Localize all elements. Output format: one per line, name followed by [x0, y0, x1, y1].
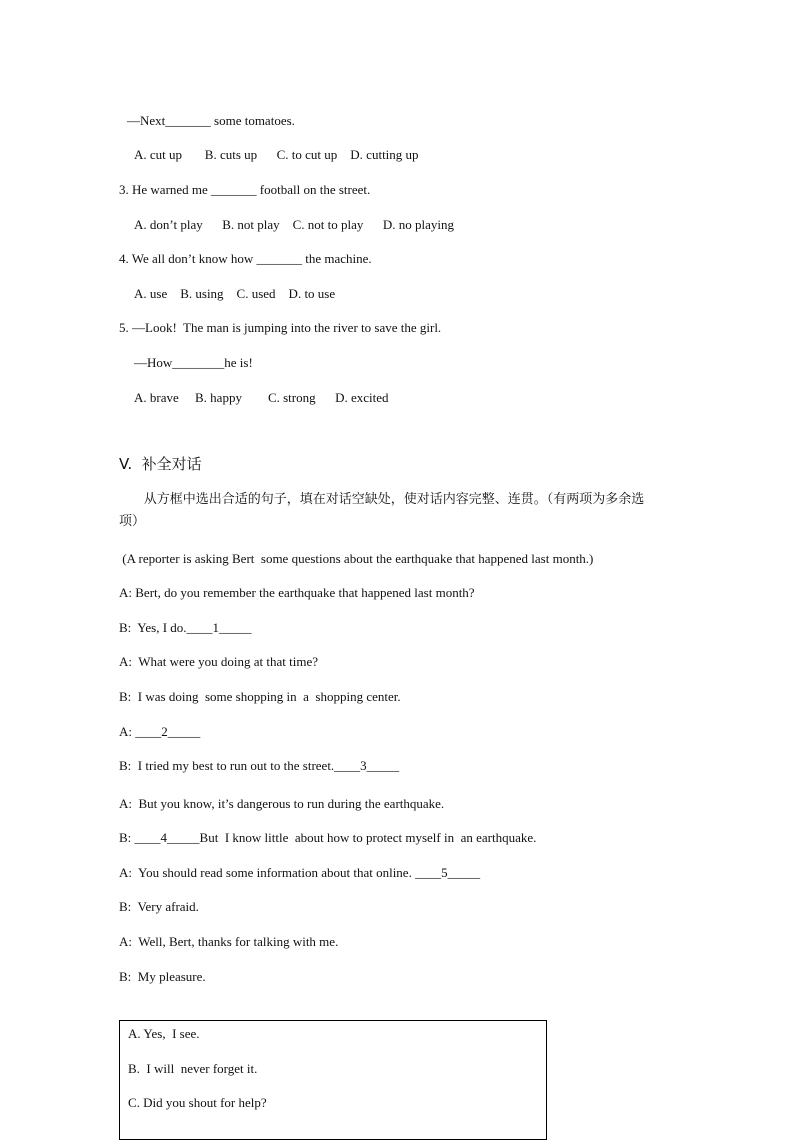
dialogue-line: A: Well, Bert, thanks for talking with me. — [119, 934, 339, 949]
dialogue-line: A: You should read some information about that online. ____5_____ — [119, 865, 481, 880]
q3-options: A. don’t play B. not play C. not to play D. no playing — [134, 217, 455, 232]
q2-options: A. cut up B. cuts up C. to cut up D. cutting up — [134, 147, 419, 162]
option-item: B. I will never forget it. — [128, 1061, 258, 1076]
option-item: A. Yes, I see. — [128, 1026, 200, 1041]
dialogue-line: B: Very afraid. — [119, 899, 199, 914]
section-title: V. 补全对话 — [119, 455, 202, 473]
q5-response: —How________he is! — [134, 355, 253, 370]
dialogue-line: A: Bert, do you remember the earthquake that happened last month? — [119, 585, 475, 600]
dialogue-line: B: My pleasure. — [119, 969, 206, 984]
section-instruction-line1: 从方框中选出合适的句子，填在对话空缺处，使对话内容完整、连贯。（有两项为多余选 — [119, 492, 645, 507]
dialogue-line: A: ____2_____ — [119, 724, 201, 739]
dialogue-line: B: ____4_____But I know little about how to protect myself in an earthquake. — [119, 830, 537, 845]
section-instruction-line2: 项） — [119, 514, 146, 529]
q4-stem: 4. We all don’t know how _______ the machine. — [119, 251, 372, 266]
dialogue-line: B: Yes, I do.____1_____ — [119, 620, 252, 635]
option-item: C. Did you shout for help? — [128, 1095, 267, 1110]
q2-stem: —Next_______ some tomatoes. — [127, 113, 295, 128]
dialogue-line: A: But you know, it’s dangerous to run during the earthquake. — [119, 796, 445, 811]
q5-stem: 5. —Look! The man is jumping into the river to save the girl. — [119, 320, 442, 335]
q4-options: A. use B. using C. used D. to use — [134, 286, 336, 301]
q5-options: A. brave B. happy C. strong D. excited — [134, 390, 389, 405]
dialogue-context: (A reporter is asking Bert some questions about the earthquake that happened last month.) — [119, 551, 594, 566]
dialogue-line: B: I was doing some shopping in a shopping center. — [119, 689, 401, 704]
q3-stem: 3. He warned me _______ football on the street. — [119, 182, 371, 197]
dialogue-line: A: What were you doing at that time? — [119, 654, 319, 669]
dialogue-line: B: I tried my best to run out to the street.____3_____ — [119, 758, 400, 773]
